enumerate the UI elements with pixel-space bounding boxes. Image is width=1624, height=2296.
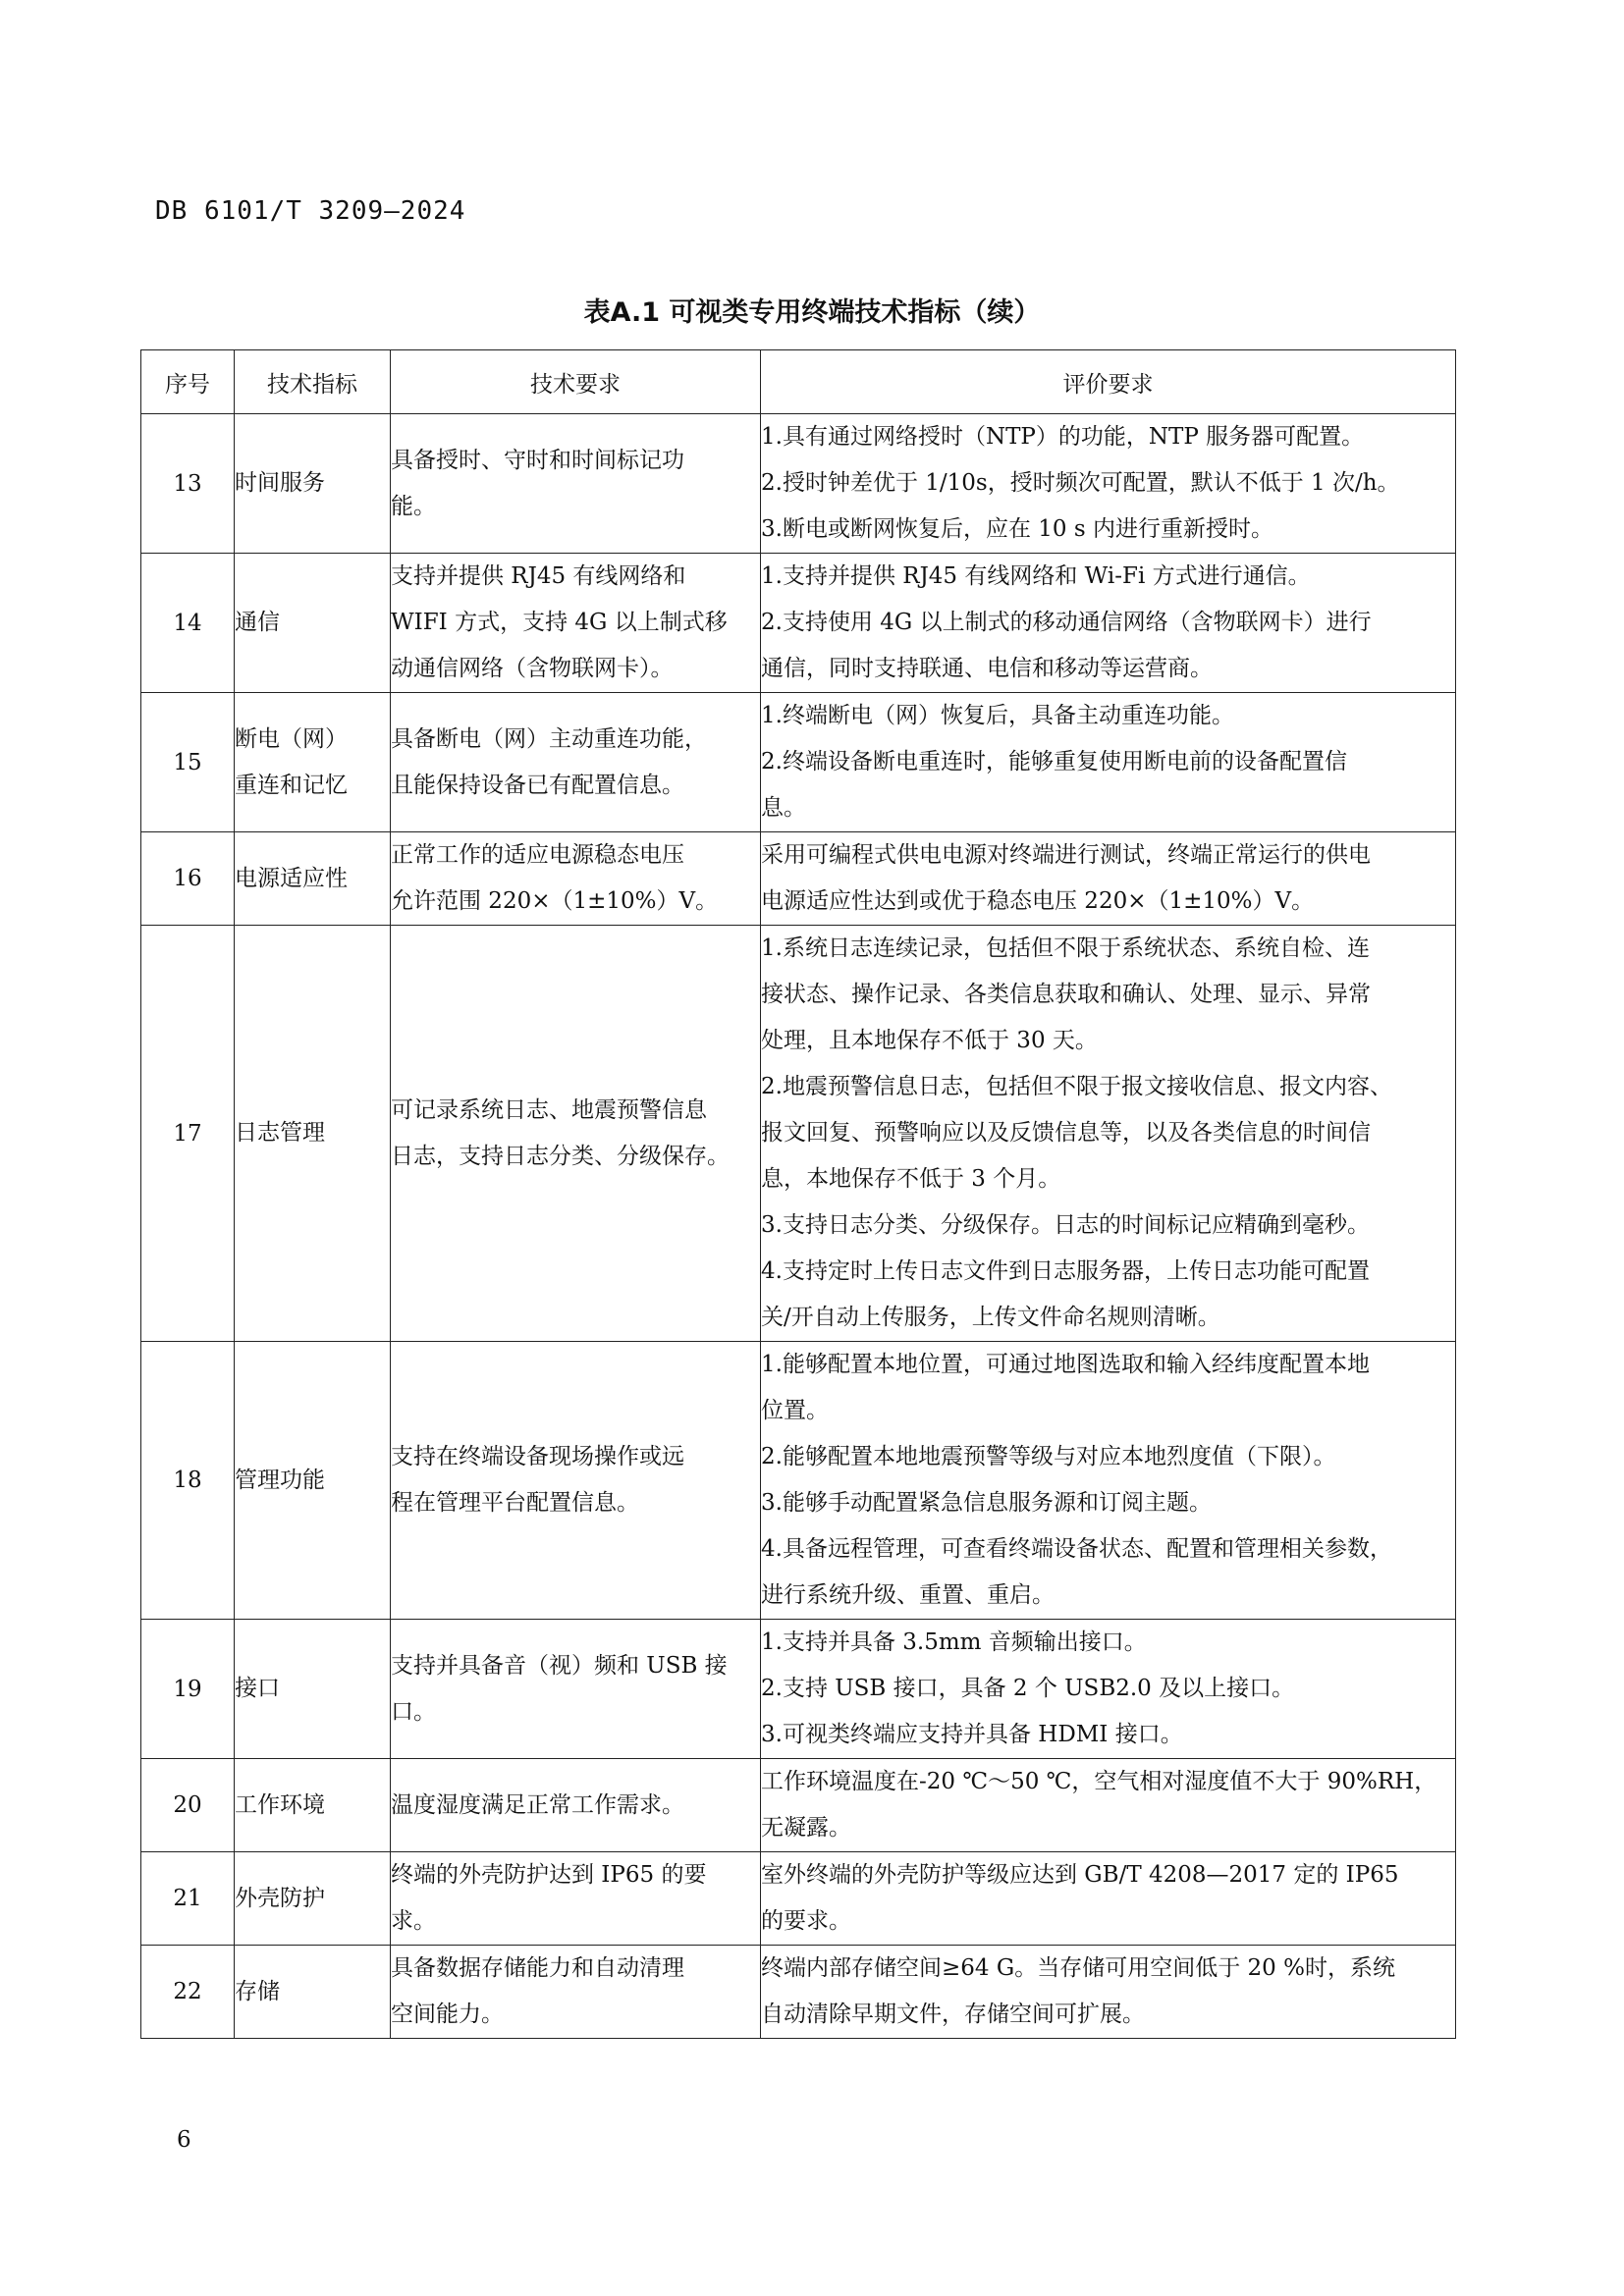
cell-evaluation-line: 位置。 xyxy=(761,1398,829,1423)
page-number: 6 xyxy=(177,2127,191,2153)
cell-evaluation-line: 4.支持定时上传日志文件到日志服务器，上传日志功能可配置 xyxy=(761,1258,1370,1284)
cell-no: 17 xyxy=(141,926,235,1342)
cell-indicator xyxy=(235,1852,391,1946)
cell-requirement-line: 可记录系统日志、地震预警信息 xyxy=(391,1096,707,1123)
cell-no: 22 xyxy=(141,1946,235,2039)
cell-no: 21 xyxy=(141,1852,235,1946)
cell-requirement-line: 日志，支持日志分类、分级保存。 xyxy=(391,1143,730,1169)
cell-requirement-line: 空间能力。 xyxy=(391,2002,504,2027)
cell-evaluation-line: 采用可编程式供电电源对终端进行测试，终端正常运行的供电 xyxy=(761,842,1371,868)
cell-evaluation xyxy=(761,1620,1456,1759)
cell-indicator-line: 日志管理 xyxy=(235,1120,325,1146)
cell-indicator xyxy=(235,1759,391,1852)
table-row xyxy=(141,554,1456,693)
cell-indicator-line: 断电（网） xyxy=(235,725,348,752)
cell-evaluation xyxy=(761,414,1456,554)
cell-requirement xyxy=(391,414,761,554)
cell-indicator-line: 重连和记忆 xyxy=(235,772,348,798)
table-title: 表A.1 可视类专用终端技术指标（续） xyxy=(583,297,1041,328)
document-number: DB 6101/T 3209—2024 xyxy=(155,196,466,226)
cell-no: 18 xyxy=(141,1342,235,1620)
cell-indicator xyxy=(235,1342,391,1620)
table-row xyxy=(141,693,1456,832)
cell-evaluation-line: 2.终端设备断电重连时，能够重复使用断电前的设备配置信 xyxy=(761,749,1347,774)
cell-evaluation-line: 无凝露。 xyxy=(761,1815,851,1841)
table-body xyxy=(141,414,1456,2039)
cell-indicator xyxy=(235,926,391,1342)
cell-evaluation xyxy=(761,1946,1456,2039)
cell-requirement xyxy=(391,1946,761,2039)
cell-requirement-line: 具备数据存储能力和自动清理 xyxy=(391,1955,684,1981)
table-row xyxy=(141,1342,1456,1620)
cell-evaluation-line: 关/开自动上传服务，上传文件命名规则清晰。 xyxy=(761,1305,1220,1330)
cell-indicator-line: 接口 xyxy=(235,1676,280,1701)
spec-table xyxy=(140,349,1456,2039)
cell-requirement-line: 且能保持设备已有配置信息。 xyxy=(391,772,684,798)
cell-evaluation-line: 1.支持并提供 RJ45 有线网络和 Wi-Fi 方式进行通信。 xyxy=(761,563,1311,589)
cell-requirement-line: 口。 xyxy=(391,1698,436,1725)
cell-evaluation-line: 2.地震预警信息日志，包括但不限于报文接收信息、报文内容、 xyxy=(761,1074,1392,1099)
cell-requirement-line: 终端的外壳防护达到 IP65 的要 xyxy=(391,1862,707,1888)
cell-requirement xyxy=(391,832,761,926)
cell-indicator xyxy=(235,414,391,554)
cell-requirement-line: 具备断电（网）主动重连功能， xyxy=(391,725,707,752)
cell-evaluation-line: 息，本地保存不低于 3 个月。 xyxy=(761,1166,1061,1192)
cell-evaluation-line: 的要求。 xyxy=(761,1908,851,1934)
cell-indicator-line: 存储 xyxy=(235,1978,280,2004)
cell-indicator-line: 管理功能 xyxy=(235,1467,325,1493)
cell-evaluation xyxy=(761,693,1456,832)
table-row xyxy=(141,1852,1456,1946)
column-header-requirement: 技术要求 xyxy=(391,350,761,414)
cell-evaluation-line: 2.支持 USB 接口，具备 2 个 USB2.0 及以上接口。 xyxy=(761,1676,1295,1701)
cell-evaluation xyxy=(761,926,1456,1342)
cell-requirement-line: 求。 xyxy=(391,1908,436,1934)
column-header-no: 序号 xyxy=(141,350,235,414)
cell-evaluation-line: 电源适应性达到或优于稳态电压 220×（1±10%）V。 xyxy=(761,888,1315,914)
cell-evaluation xyxy=(761,832,1456,926)
cell-evaluation-line: 1.系统日志连续记录，包括但不限于系统状态、系统自检、连 xyxy=(761,935,1370,961)
table-row xyxy=(141,1620,1456,1759)
cell-evaluation-line: 1.具有通过网络授时（NTP）的功能，NTP 服务器可配置。 xyxy=(761,424,1365,450)
cell-no: 14 xyxy=(141,554,235,693)
cell-requirement-line: 支持并提供 RJ45 有线网络和 xyxy=(391,563,686,589)
cell-no: 20 xyxy=(141,1759,235,1852)
cell-evaluation-line: 1.终端断电（网）恢复后，具备主动重连功能。 xyxy=(761,703,1234,728)
cell-indicator-line: 通信 xyxy=(235,610,280,635)
cell-indicator-line: 电源适应性 xyxy=(235,865,348,891)
cell-evaluation xyxy=(761,1759,1456,1852)
cell-requirement xyxy=(391,1852,761,1946)
cell-indicator-line: 工作环境 xyxy=(235,1791,325,1818)
cell-evaluation-line: 处理，且本地保存不低于 30 天。 xyxy=(761,1028,1098,1053)
cell-requirement-line: 能。 xyxy=(391,493,436,519)
cell-evaluation-line: 1.能够配置本地位置，可通过地图选取和输入经纬度配置本地 xyxy=(761,1352,1370,1377)
table-row xyxy=(141,1946,1456,2039)
cell-requirement xyxy=(391,1620,761,1759)
cell-evaluation-line: 室外终端的外壳防护等级应达到 GB/T 4208—2017 定的 IP65 xyxy=(761,1862,1399,1888)
cell-requirement-line: 动通信网络（含物联网卡）。 xyxy=(391,656,674,681)
cell-requirement-line: 支持在终端设备现场操作或远 xyxy=(391,1444,684,1469)
cell-evaluation-line: 3.支持日志分类、分级保存。日志的时间标记应精确到毫秒。 xyxy=(761,1212,1370,1238)
cell-evaluation-line: 报文回复、预警响应以及反馈信息等，以及各类信息的时间信 xyxy=(761,1120,1371,1146)
cell-no: 15 xyxy=(141,693,235,832)
cell-no: 16 xyxy=(141,832,235,926)
cell-evaluation xyxy=(761,1852,1456,1946)
table-row xyxy=(141,832,1456,926)
cell-indicator xyxy=(235,832,391,926)
cell-requirement xyxy=(391,693,761,832)
cell-evaluation-line: 2.授时钟差优于 1/10s，授时频次可配置，默认不低于 1 次/h。 xyxy=(761,470,1400,496)
cell-requirement-line: 具备授时、守时和时间标记功 xyxy=(391,447,684,473)
cell-requirement-line: 正常工作的适应电源稳态电压 xyxy=(391,842,684,868)
cell-requirement xyxy=(391,926,761,1342)
column-header-evaluation: 评价要求 xyxy=(761,350,1456,414)
cell-evaluation xyxy=(761,1342,1456,1620)
table-row xyxy=(141,926,1456,1342)
cell-indicator xyxy=(235,1620,391,1759)
cell-evaluation-line: 3.可视类终端应支持并具备 HDMI 接口。 xyxy=(761,1722,1183,1747)
cell-indicator-line: 外壳防护 xyxy=(235,1885,325,1911)
cell-requirement xyxy=(391,1342,761,1620)
cell-indicator xyxy=(235,1946,391,2039)
table-row xyxy=(141,414,1456,554)
cell-evaluation-line: 工作环境温度在-20 ℃～50 ℃，空气相对湿度值不大于 90%RH， xyxy=(761,1769,1437,1794)
cell-indicator xyxy=(235,693,391,832)
cell-requirement-line: 允许范围 220×（1±10%）V。 xyxy=(391,888,719,914)
cell-indicator xyxy=(235,554,391,693)
table-row xyxy=(141,1759,1456,1852)
cell-evaluation-line: 3.能够手动配置紧急信息服务源和订阅主题。 xyxy=(761,1490,1212,1516)
cell-evaluation-line: 1.支持并具备 3.5mm 音频输出接口。 xyxy=(761,1629,1147,1655)
cell-evaluation-line: 2.能够配置本地地震预警等级与对应本地烈度值（下限）。 xyxy=(761,1444,1336,1469)
cell-evaluation-line: 终端内部存储空间≥64 G。当存储可用空间低于 20 %时，系统 xyxy=(761,1955,1395,1981)
table-header-row xyxy=(141,350,1456,414)
cell-evaluation-line: 息。 xyxy=(761,795,806,821)
cell-requirement-line: 程在管理平台配置信息。 xyxy=(391,1490,639,1516)
cell-requirement xyxy=(391,1759,761,1852)
cell-requirement-line: WIFI 方式，支持 4G 以上制式移 xyxy=(391,610,728,635)
cell-evaluation-line: 自动清除早期文件，存储空间可扩展。 xyxy=(761,2002,1145,2027)
cell-indicator-line: 时间服务 xyxy=(235,470,325,496)
cell-requirement-line: 支持并具备音（视）频和 USB 接 xyxy=(391,1652,728,1679)
cell-evaluation-line: 通信，同时支持联通、电信和移动等运营商。 xyxy=(761,656,1213,681)
cell-evaluation-line: 2.支持使用 4G 以上制式的移动通信网络（含物联网卡）进行 xyxy=(761,610,1372,635)
column-header-indicator: 技术指标 xyxy=(235,350,391,414)
cell-no: 19 xyxy=(141,1620,235,1759)
cell-evaluation-line: 进行系统升级、重置、重启。 xyxy=(761,1582,1055,1608)
cell-evaluation xyxy=(761,554,1456,693)
cell-evaluation-line: 4.具备远程管理，可查看终端设备状态、配置和管理相关参数， xyxy=(761,1536,1392,1562)
cell-no: 13 xyxy=(141,414,235,554)
cell-requirement-line: 温度湿度满足正常工作需求。 xyxy=(391,1791,684,1818)
cell-evaluation-line: 接状态、操作记录、各类信息获取和确认、处理、显示、异常 xyxy=(761,982,1371,1007)
cell-requirement xyxy=(391,554,761,693)
cell-evaluation-line: 3.断电或断网恢复后，应在 10 s 内进行重新授时。 xyxy=(761,516,1273,542)
